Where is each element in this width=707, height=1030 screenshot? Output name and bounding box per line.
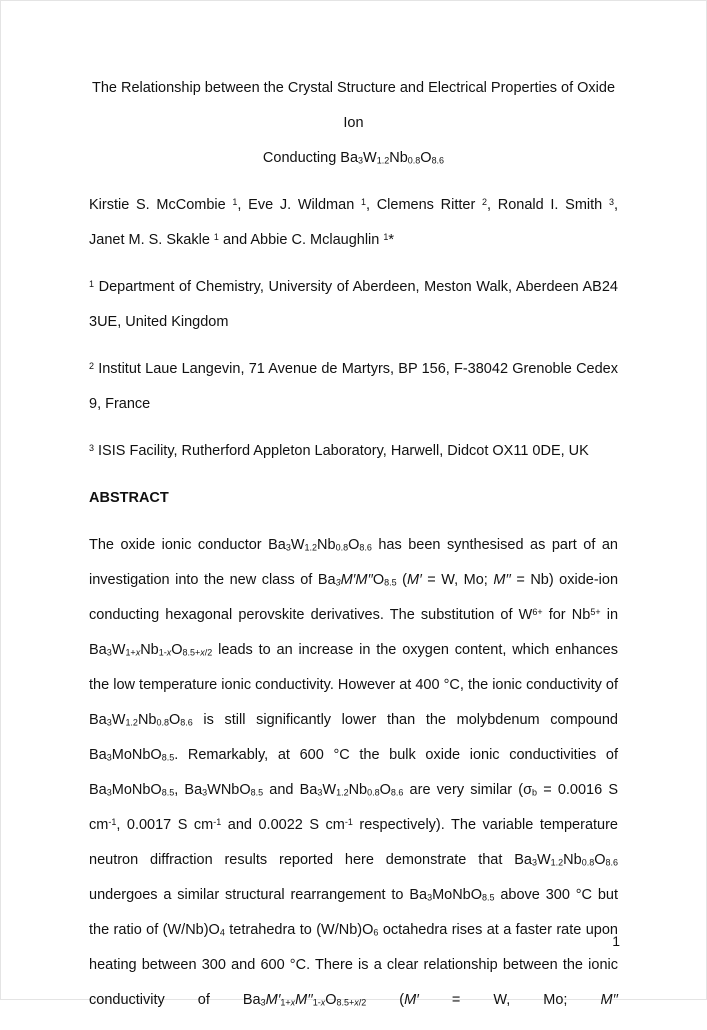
affiliation-1: $^1$ Department of Chemistry, University of Aberdeen, Meston Walk, Aberdeen AB24 3UE, United Kingdom: [89, 278, 618, 330]
page-content: [89, 71, 618, 1030]
affiliation-2: $^2$ Institut Laue Langevin, 71 Avenue de Martyrs, BP 156, F-38042 Grenoble Cedex 9, France: [89, 360, 618, 412]
affiliation-3: $^3$ ISIS Facility, Rutherford Appleton Laboratory, Harwell, Didcot OX11 0DE, UK: [89, 442, 589, 459]
page-number: 1: [612, 933, 620, 949]
abstract-heading: ABSTRACT: [89, 490, 169, 506]
abstract-body: The oxide ionic conductor $Ba_3W_{1.2}Nb_{0.8}O_{8.6}$ has been synthesised as part of an investigation into the new class of $Ba_3M'M''O_{8.5}$ (M′ = W, Mo; M′′ = Nb) oxide-ion conducting hexagonal perovskite derivatives. The substitution of $W^{6+}$ for $Nb^{5+}$ in $Ba_3W_{1+x}Nb_{1-x}O_{8.5+x/2}$ leads to an increase in the oxygen content, which enhances the low temperature ionic conductivity. However at 400 °C, the ionic conductivity of $Ba_3W_{1.2}Nb_{0.8}O_{8.6}$ is still significantly lower than the molybdenum compound $Ba_3MoNbO_{8.5}$. Remarkably, at 600 °C the bulk oxide ionic conductivities of $Ba_3MoNbO_{8.5}$, $Ba_3WNbO_{8.5}$ and $Ba_3W_{1.2}Nb_{0.8}O_{8.6}$ are very similar ($\sigma_b = 0.0016$ S $cm^{-1}$, 0.0017 S $cm^{-1}$ and 0.0022 S $cm^{-1}$ respectively). The variable temperature neutron diffraction results reported here demonstrate that $Ba_3W_{1.2}Nb_{0.8}O_{8.6}$ undergoes a similar structural rearrangement to $Ba_3MoNbO_{8.5}$ above 300 °C but the ratio of $(W/Nb)O_4$ tetrahedra to $(W/Nb)O_6$ octahedra rises at a faster rate upon heating between 300 and 600 °C. There is a clear relationship between the ionic conductivity of $Ba_3M'_{1+x}M''_{1-x}O_{8.5+x/2}$ (M′ = W, Mo; M′′: [89, 537, 619, 1008]
authors-line: Kirstie S. McCombie $^1$, Eve J. Wildman $^1$, Clemens Ritter $^2$, Ronald I. Smith $^3$, Janet M. S. Skakle $^1$ and Abbie C. Mclaughlin $^1$*: [89, 196, 618, 248]
paper-title-line-1: The Relationship between the Crystal Structure and Electrical Properties of Oxide Ion: [91, 80, 616, 131]
paper-title-line-2: Conducting $Ba_3W_{1.2}Nb_{0.8}O_{8.6}$: [262, 150, 445, 166]
paper-title: [89, 71, 618, 176]
